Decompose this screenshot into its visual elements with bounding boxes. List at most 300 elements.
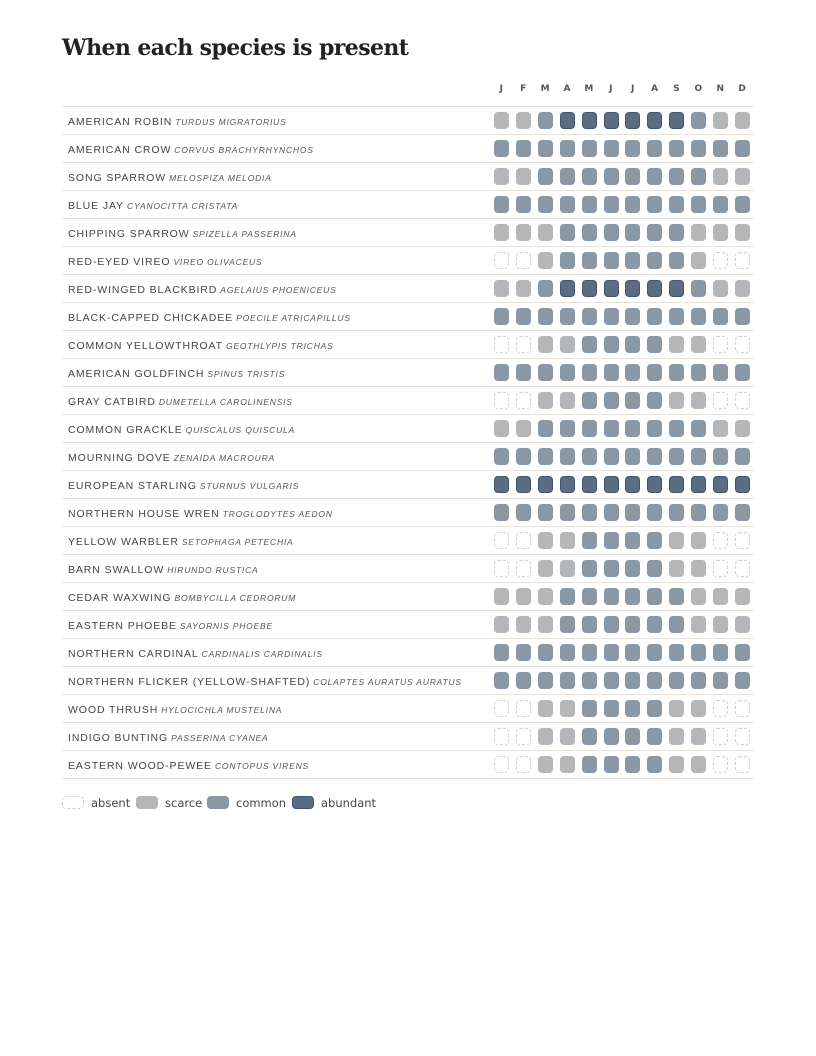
- species-row: [62, 751, 754, 779]
- presence-cell: [625, 728, 640, 745]
- presence-cell: [691, 280, 706, 297]
- common-name: COMMON YELLOWTHROAT: [68, 340, 223, 352]
- presence-cell: [560, 364, 575, 381]
- presence-cell: [516, 672, 531, 689]
- species-row: [62, 331, 754, 359]
- presence-cell: [735, 196, 750, 213]
- scientific-name: DUMETELLA CAROLINENSIS: [158, 397, 293, 407]
- presence-cell: [735, 392, 750, 409]
- species-row: [62, 107, 754, 135]
- legend-label: abundant: [321, 796, 377, 810]
- presence-cell: [604, 308, 619, 325]
- presence-cell: [560, 728, 575, 745]
- species-label: [68, 667, 462, 694]
- presence-cell: [516, 140, 531, 157]
- presence-cell: [625, 364, 640, 381]
- species-label: [68, 415, 295, 442]
- scientific-name: GEOTHLYPIS TRICHAS: [225, 341, 334, 351]
- species-row: [62, 219, 754, 247]
- presence-cell: [538, 532, 553, 549]
- scientific-name: CONTOPUS VIRENS: [214, 761, 309, 771]
- species-row: [62, 387, 754, 415]
- presence-cell: [625, 448, 640, 465]
- presence-cell: [494, 364, 509, 381]
- common-name: MOURNING DOVE: [68, 452, 171, 464]
- presence-cell: [625, 756, 640, 773]
- presence-cell: [582, 140, 597, 157]
- presence-cell: [669, 420, 684, 437]
- presence-cell: [691, 392, 706, 409]
- presence-cell: [691, 756, 706, 773]
- presence-cell: [735, 224, 750, 241]
- chart-title: When each species is present: [62, 35, 409, 61]
- presence-cell: [735, 644, 750, 661]
- presence-cell: [713, 196, 728, 213]
- common-name: AMERICAN CROW: [68, 144, 172, 156]
- presence-cell: [538, 308, 553, 325]
- species-label: [68, 471, 299, 498]
- presence-cell: [647, 532, 662, 549]
- legend-label: absent: [91, 796, 131, 810]
- presence-cell: [669, 336, 684, 353]
- presence-cell: [538, 728, 553, 745]
- species-row: [62, 555, 754, 583]
- presence-cell: [538, 504, 553, 521]
- species-row: [62, 527, 754, 555]
- presence-cell: [516, 504, 531, 521]
- species-label: [68, 611, 273, 638]
- presence-cell: [669, 672, 684, 689]
- presence-cell: [691, 700, 706, 717]
- presence-cell: [691, 560, 706, 577]
- presence-cell: [669, 756, 684, 773]
- species-row: [62, 359, 754, 387]
- presence-cell: [538, 140, 553, 157]
- presence-cell: [647, 448, 662, 465]
- month-label: F: [520, 84, 527, 94]
- presence-cell: [647, 224, 662, 241]
- scientific-name: BOMBYCILLA CEDRORUM: [174, 593, 297, 603]
- presence-cell: [669, 644, 684, 661]
- presence-cell: [494, 672, 509, 689]
- species-label: [68, 191, 238, 218]
- presence-cell: [735, 728, 750, 745]
- month-header: [62, 80, 754, 107]
- presence-cell: [494, 756, 509, 773]
- presence-cell: [516, 700, 531, 717]
- presence-cell: [625, 140, 640, 157]
- presence-cell: [669, 196, 684, 213]
- presence-cell: [516, 392, 531, 409]
- presence-cell: [691, 616, 706, 633]
- presence-cell: [713, 672, 728, 689]
- presence-cell: [538, 196, 553, 213]
- common-name: EASTERN PHOEBE: [68, 620, 177, 632]
- presence-cell: [669, 616, 684, 633]
- presence-cell: [604, 532, 619, 549]
- presence-cell: [538, 588, 553, 605]
- species-row: [62, 191, 754, 219]
- species-row: [62, 583, 754, 611]
- common-name: RED-EYED VIREO: [68, 256, 171, 268]
- species-row: [62, 443, 754, 471]
- scientific-name: TROGLODYTES AEDON: [222, 509, 333, 519]
- presence-cell: [735, 588, 750, 605]
- presence-cell: [713, 252, 728, 269]
- presence-cell: [625, 672, 640, 689]
- presence-cell: [582, 476, 597, 493]
- presence-cell: [647, 476, 662, 493]
- presence-cell: [604, 644, 619, 661]
- presence-cell: [494, 700, 509, 717]
- presence-cell: [647, 560, 662, 577]
- common-name: BARN SWALLOW: [68, 564, 165, 576]
- presence-cell: [713, 756, 728, 773]
- presence-cell: [604, 140, 619, 157]
- species-row: [62, 471, 754, 499]
- scientific-name: AGELAIUS PHOENICEUS: [220, 285, 337, 295]
- species-row: [62, 275, 754, 303]
- presence-cell: [735, 672, 750, 689]
- presence-cell: [647, 588, 662, 605]
- presence-cell: [669, 532, 684, 549]
- scientific-name: TURDUS MIGRATORIUS: [175, 117, 287, 127]
- presence-cell: [647, 308, 662, 325]
- common-name: NORTHERN HOUSE WREN: [68, 508, 220, 520]
- scientific-name: MELOSPIZA MELODIA: [169, 173, 272, 183]
- presence-cell: [604, 700, 619, 717]
- presence-cell: [625, 560, 640, 577]
- presence-cell: [735, 532, 750, 549]
- presence-cell: [735, 364, 750, 381]
- species-label: [68, 499, 333, 526]
- species-label: [68, 331, 334, 358]
- species-row: [62, 135, 754, 163]
- presence-cell: [669, 728, 684, 745]
- common-name: NORTHERN CARDINAL: [68, 648, 199, 660]
- presence-cell: [538, 644, 553, 661]
- species-label: [68, 583, 296, 610]
- scientific-name: SETOPHAGA PETECHIA: [181, 537, 294, 547]
- species-row: [62, 723, 754, 751]
- presence-cell: [494, 392, 509, 409]
- presence-cell: [582, 196, 597, 213]
- presence-cell: [735, 308, 750, 325]
- presence-cell: [625, 476, 640, 493]
- presence-cell: [604, 560, 619, 577]
- presence-cell: [647, 196, 662, 213]
- presence-cell: [647, 616, 662, 633]
- presence-cell: [691, 252, 706, 269]
- presence-cell: [516, 588, 531, 605]
- presence-cell: [735, 420, 750, 437]
- presence-cell: [582, 308, 597, 325]
- month-label: M: [584, 84, 594, 94]
- presence-cell: [669, 560, 684, 577]
- presence-cell: [647, 700, 662, 717]
- presence-cell: [625, 280, 640, 297]
- presence-cell: [625, 336, 640, 353]
- presence-cell: [604, 420, 619, 437]
- presence-cell: [560, 560, 575, 577]
- presence-cell: [625, 644, 640, 661]
- presence-cell: [494, 196, 509, 213]
- presence-cell: [735, 168, 750, 185]
- presence-cell: [625, 504, 640, 521]
- presence-cell: [669, 588, 684, 605]
- presence-cell: [516, 616, 531, 633]
- presence-cell: [582, 700, 597, 717]
- presence-cell: [494, 504, 509, 521]
- month-label: J: [609, 84, 613, 94]
- presence-cell: [735, 700, 750, 717]
- presence-cell: [625, 420, 640, 437]
- legend: [62, 795, 754, 815]
- scientific-name: VIREO OLIVACEUS: [173, 257, 263, 267]
- presence-cell: [604, 448, 619, 465]
- presence-cell: [735, 756, 750, 773]
- presence-cell: [691, 644, 706, 661]
- presence-cell: [560, 392, 575, 409]
- presence-cell: [625, 308, 640, 325]
- presence-cell: [560, 112, 575, 129]
- presence-cell: [713, 476, 728, 493]
- presence-cell: [538, 224, 553, 241]
- presence-cell: [604, 252, 619, 269]
- presence-cell: [647, 168, 662, 185]
- presence-cell: [713, 728, 728, 745]
- presence-cell: [538, 756, 553, 773]
- month-label: D: [738, 84, 747, 94]
- common-name: CHIPPING SPARROW: [68, 228, 190, 240]
- presence-cell: [691, 728, 706, 745]
- presence-cell: [538, 336, 553, 353]
- species-label: [68, 135, 314, 162]
- presence-cell: [647, 112, 662, 129]
- species-row: [62, 667, 754, 695]
- month-label: S: [673, 84, 681, 94]
- presence-cell: [647, 392, 662, 409]
- presence-cell: [669, 308, 684, 325]
- scientific-name: HYLOCICHLA MUSTELINA: [161, 705, 283, 715]
- presence-cell: [604, 364, 619, 381]
- presence-cell: [647, 252, 662, 269]
- presence-cell: [713, 336, 728, 353]
- presence-cell: [735, 616, 750, 633]
- presence-cell: [516, 420, 531, 437]
- presence-cell: [560, 448, 575, 465]
- scientific-name: SPIZELLA PASSERINA: [192, 229, 297, 239]
- scientific-name: COLAPTES AURATUS AURATUS: [313, 677, 462, 687]
- presence-cell: [560, 616, 575, 633]
- presence-cell: [604, 616, 619, 633]
- presence-cell: [691, 168, 706, 185]
- presence-cell: [560, 504, 575, 521]
- legend-swatch: [207, 796, 229, 809]
- presence-cell: [560, 672, 575, 689]
- scientific-name: CARDINALIS CARDINALIS: [201, 649, 323, 659]
- presence-cell: [494, 112, 509, 129]
- presence-cell: [582, 672, 597, 689]
- presence-cell: [691, 336, 706, 353]
- presence-cell: [669, 112, 684, 129]
- scientific-name: SAYORNIS PHOEBE: [179, 621, 273, 631]
- common-name: WOOD THRUSH: [68, 704, 159, 716]
- presence-cell: [494, 532, 509, 549]
- presence-cell: [582, 644, 597, 661]
- presence-cell: [647, 756, 662, 773]
- presence-cell: [625, 616, 640, 633]
- presence-cell: [604, 196, 619, 213]
- month-label: A: [651, 84, 659, 94]
- legend-swatch: [292, 796, 314, 809]
- presence-cell: [516, 728, 531, 745]
- scientific-name: CORVUS BRACHYRHYNCHOS: [174, 145, 314, 155]
- scientific-name: ZENAIDA MACROURA: [173, 453, 275, 463]
- presence-cell: [582, 280, 597, 297]
- legend-swatch: [136, 796, 158, 809]
- presence-cell: [516, 756, 531, 773]
- presence-cell: [691, 112, 706, 129]
- presence-cell: [494, 252, 509, 269]
- species-row: [62, 695, 754, 723]
- presence-cell: [516, 560, 531, 577]
- presence-cell: [494, 560, 509, 577]
- presence-cell: [538, 616, 553, 633]
- presence-cell: [604, 672, 619, 689]
- presence-cell: [691, 196, 706, 213]
- presence-cell: [713, 112, 728, 129]
- species-row: [62, 639, 754, 667]
- species-label: [68, 275, 337, 302]
- presence-cell: [516, 280, 531, 297]
- chart-container: [62, 30, 754, 815]
- species-row: [62, 163, 754, 191]
- common-name: CEDAR WAXWING: [68, 592, 172, 604]
- presence-cell: [560, 168, 575, 185]
- presence-cell: [494, 224, 509, 241]
- common-name: SONG SPARROW: [68, 172, 167, 184]
- presence-cell: [713, 140, 728, 157]
- presence-cell: [516, 112, 531, 129]
- presence-cell: [560, 700, 575, 717]
- presence-cell: [538, 280, 553, 297]
- presence-cell: [538, 448, 553, 465]
- presence-cell: [669, 392, 684, 409]
- species-rows: [62, 107, 754, 779]
- common-name: BLACK-CAPPED CHICKADEE: [68, 312, 234, 324]
- presence-cell: [582, 560, 597, 577]
- presence-cell: [669, 168, 684, 185]
- presence-cell: [735, 560, 750, 577]
- presence-cell: [713, 700, 728, 717]
- scientific-name: SPINUS TRISTIS: [207, 369, 286, 379]
- common-name: INDIGO BUNTING: [68, 732, 169, 744]
- presence-cell: [625, 112, 640, 129]
- presence-cell: [516, 532, 531, 549]
- presence-cell: [582, 588, 597, 605]
- species-label: [68, 163, 272, 190]
- presence-cell: [538, 700, 553, 717]
- species-row: [62, 247, 754, 275]
- presence-cell: [647, 280, 662, 297]
- presence-cell: [691, 476, 706, 493]
- month-label: M: [540, 84, 551, 94]
- presence-cell: [647, 504, 662, 521]
- presence-cell: [691, 532, 706, 549]
- presence-cell: [560, 336, 575, 353]
- presence-cell: [647, 336, 662, 353]
- presence-cell: [691, 308, 706, 325]
- presence-cell: [582, 532, 597, 549]
- presence-cell: [516, 224, 531, 241]
- presence-cell: [625, 588, 640, 605]
- presence-cell: [560, 644, 575, 661]
- presence-cell: [538, 364, 553, 381]
- presence-cell: [691, 588, 706, 605]
- species-label: [68, 555, 259, 582]
- month-label: J: [630, 84, 635, 94]
- presence-cell: [560, 420, 575, 437]
- presence-cell: [604, 588, 619, 605]
- common-name: NORTHERN FLICKER (YELLOW-SHAFTED): [68, 676, 311, 688]
- species-label: [68, 751, 309, 778]
- presence-cell: [669, 224, 684, 241]
- presence-cell: [560, 308, 575, 325]
- species-row: [62, 499, 754, 527]
- presence-cell: [647, 728, 662, 745]
- presence-cell: [735, 504, 750, 521]
- presence-cell: [647, 140, 662, 157]
- common-name: YELLOW WARBLER: [68, 536, 179, 548]
- presence-cell: [625, 224, 640, 241]
- presence-cell: [604, 168, 619, 185]
- presence-cell: [516, 476, 531, 493]
- scientific-name: CYANOCITTA CRISTATA: [127, 201, 239, 211]
- presence-cell: [713, 560, 728, 577]
- presence-cell: [713, 504, 728, 521]
- presence-cell: [625, 252, 640, 269]
- presence-cell: [494, 448, 509, 465]
- species-label: [68, 723, 268, 750]
- species-row: [62, 303, 754, 331]
- presence-cell: [691, 140, 706, 157]
- presence-cell: [604, 224, 619, 241]
- presence-cell: [494, 644, 509, 661]
- presence-cell: [713, 392, 728, 409]
- legend-swatch: [62, 796, 84, 809]
- scientific-name: POECILE ATRICAPILLUS: [236, 313, 351, 323]
- presence-cell: [735, 476, 750, 493]
- legend-label: scarce: [165, 796, 203, 810]
- presence-cell: [713, 532, 728, 549]
- presence-cell: [560, 140, 575, 157]
- month-label: J: [499, 84, 504, 94]
- presence-cell: [625, 700, 640, 717]
- presence-cell: [713, 420, 728, 437]
- presence-cell: [494, 728, 509, 745]
- common-name: AMERICAN ROBIN: [68, 116, 173, 128]
- presence-cell: [691, 224, 706, 241]
- presence-cell: [494, 168, 509, 185]
- presence-cell: [713, 168, 728, 185]
- presence-cell: [669, 448, 684, 465]
- presence-cell: [625, 392, 640, 409]
- presence-cell: [604, 476, 619, 493]
- presence-cell: [582, 252, 597, 269]
- presence-cell: [494, 588, 509, 605]
- presence-cell: [582, 728, 597, 745]
